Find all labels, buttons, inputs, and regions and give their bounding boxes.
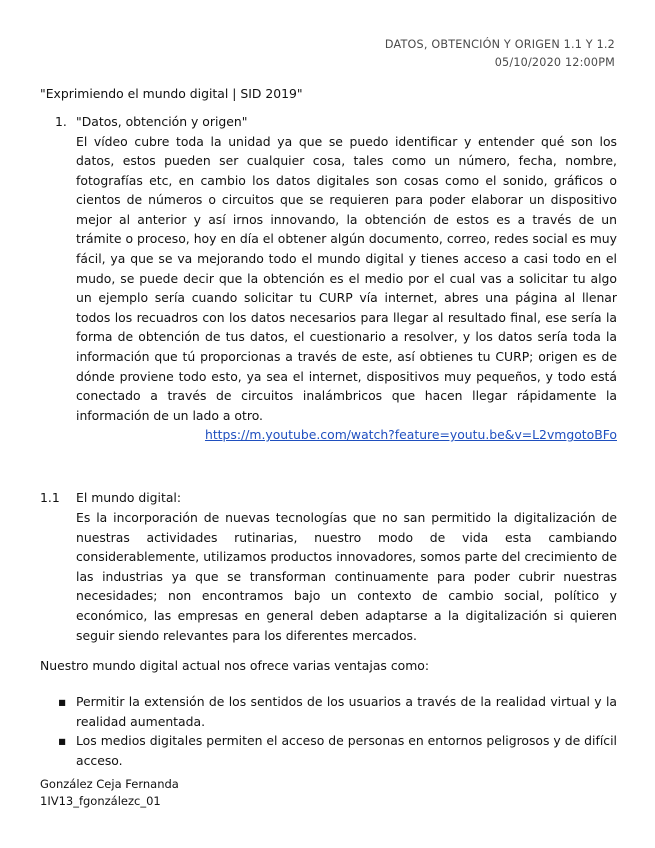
advantages-intro: Nuestro mundo digital actual nos ofrece varias ventajas como: bbox=[40, 658, 430, 673]
section2-number: 1.1 bbox=[40, 490, 60, 505]
author-name: González Ceja Fernanda bbox=[40, 777, 179, 791]
section1-body: El vídeo cubre toda la unidad ya que se puedo identificar y entender qué son los datos, estos pueden ser cualquier cosa, tales como un número, fecha, nombre, fotografías etc, en cambio los datos digitales son cosas como el sonido, gráficos o cientos de números o circuitos que se requieren para poder elaborar un dispositivo mejor al anterior y así irnos innovando, la obtención de estos es a través de un trámite o proceso, hoy en día el obtener algún documento, correo, redes social es muy fácil, ya que se va mejorando todo el mundo digital y tienes acceso a casi todo en el mudo, se puede decir que la obtención es el medio por el cual vas a solicitar tu algo un ejemplo sería cuando solicitar tu CURP vía internet, abres una página al llenar todos los recuadros con los datos necesarios para llegar al resultado final, ese sería la forma de obtención de tus datos, el cuestionario a resolver, y los datos sería toda la información que tú proporcionas a través de este, así obtienes tu CURP; origen es de dónde proviene todo esto, ya sea el internet, dispositivos muy pequeños, y todo está conectado a través de circuitos inalámbricos que hacen llegar rápidamente la información de un lado a otro. bbox=[76, 133, 617, 423]
document-title: "Exprimiendo el mundo digital | SID 2019" bbox=[40, 86, 303, 101]
header-datetime: 05/10/2020 12:00PM bbox=[494, 56, 615, 69]
list-item bbox=[58, 731, 617, 770]
section1-number: 1. bbox=[55, 114, 67, 129]
bullet-icon: ▪ bbox=[58, 694, 67, 709]
section2-heading-row bbox=[40, 488, 617, 508]
advantage-text: Los medios digitales permiten el acceso de personas en entornos peligrosos y de difícil acceso. bbox=[76, 733, 617, 768]
youtube-link[interactable]: https://m.youtube.com/watch?feature=youtu.be&v=L2vmgotoBFo bbox=[204, 427, 617, 443]
advantage-text: Permitir la extensión de los sentidos de los usuarios a través de la realidad virtual y la realidad aumentada. bbox=[76, 694, 617, 729]
section1-heading: "Datos, obtención y origen" bbox=[76, 114, 248, 129]
section2-body: Es la incorporación de nuevas tecnologías que no san permitido la digitalización de nuestras actividades rutinarias, nuestro modo de vida esta cambiando considerablemente, utilizamos productos innovadores, somos parte del crecimiento de las industrias ya que se transforman continuamente para poder cubrir nuestras necesidades; non encontramos bajo un contexto de cambio social, político y económico, las empresas en general deben adaptarse a la digitalización si quieren seguir siendo relevantes para los diferentes mercados. bbox=[76, 510, 617, 643]
section1-link-row bbox=[55, 425, 617, 445]
section2-heading: El mundo digital: bbox=[76, 490, 182, 505]
section-datos-obtencion-origen bbox=[55, 112, 617, 445]
section1-heading-row bbox=[55, 112, 617, 132]
bullet-icon: ▪ bbox=[58, 733, 67, 748]
section-mundo-digital bbox=[40, 488, 617, 645]
advantages-list bbox=[58, 692, 617, 770]
list-item bbox=[58, 692, 617, 731]
header-title: DATOS, OBTENCIÓN Y ORIGEN 1.1 Y 1.2 bbox=[384, 38, 615, 51]
page-footer bbox=[40, 776, 179, 810]
page-header bbox=[385, 36, 615, 72]
student-code: 1IV13_fgonzálezc_01 bbox=[40, 794, 161, 808]
